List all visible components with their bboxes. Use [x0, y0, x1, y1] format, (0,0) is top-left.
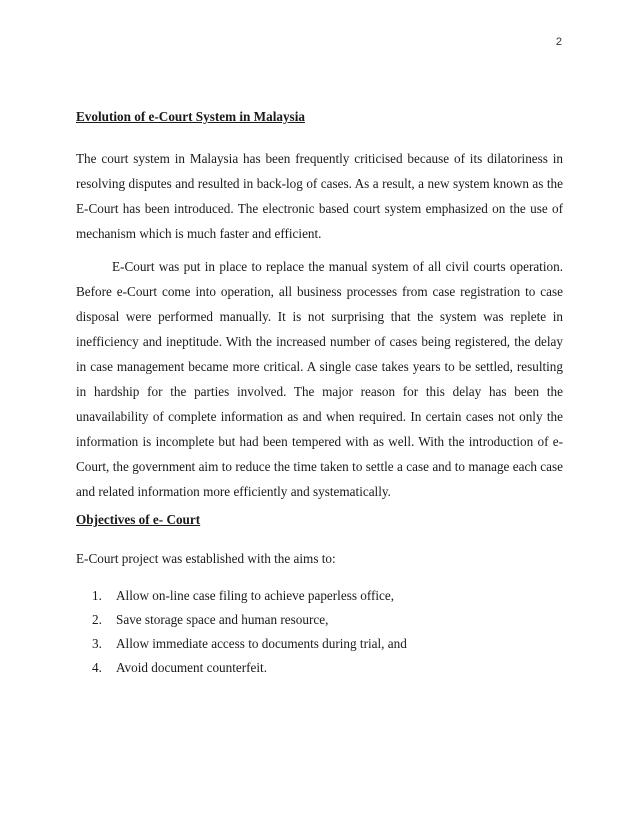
paragraph-aims-intro: E-Court project was established with the aims to: [76, 551, 336, 566]
list-item-text: Allow on-line case filing to achieve paperless office, [116, 588, 395, 603]
document-body [76, 108, 563, 680]
paragraph-court-system: The court system in Malaysia has been frequently criticised because of its dilatoriness in resolving disputes and resulted in back-log of cases. As a result, a new system known as the E-Court has been introduced. The electronic based court system emphasized on the use of mechanism which is much faster and efficient. [76, 151, 563, 241]
section-heading-objectives: Objectives of e- Court [76, 512, 201, 527]
list-item-number: 2. [92, 612, 102, 627]
aims-list [76, 584, 563, 680]
page-number: 2 [555, 36, 562, 48]
list-item-text: Avoid document counterfeit. [116, 660, 267, 675]
list-item-number: 4. [92, 660, 102, 675]
list-item [92, 656, 563, 680]
list-item-number: 3. [92, 636, 102, 651]
paragraph-ecourt-manual: E-Court was put in place to replace the manual system of all civil courts operation. Before e-Court come into operation, all business processes from case registration to case disposal were performed manually. It is not surprising that the system was replete in inefficiency and ineptitude. With the increased number of cases being registered, the delay in case management became more critical. A single case takes years to be settled, resulting in hardship for the parties involved. The major reason for this delay has been the unavailability of complete information as and when required. In certain cases not only the information is incomplete but had been tempered with as well. With the introduction of e-Court, the government aim to reduce the time taken to settle a case and to manage each case and related information more efficiently and systematically. [76, 259, 563, 499]
list-item [92, 584, 563, 608]
list-item-text: Save storage space and human resource, [116, 612, 329, 627]
list-item [92, 608, 563, 632]
section-heading-evolution: Evolution of e-Court System in Malaysia [76, 109, 305, 124]
list-item-number: 1. [92, 588, 102, 603]
list-item [92, 632, 563, 656]
list-item-text: Allow immediate access to documents during trial, and [116, 636, 407, 651]
